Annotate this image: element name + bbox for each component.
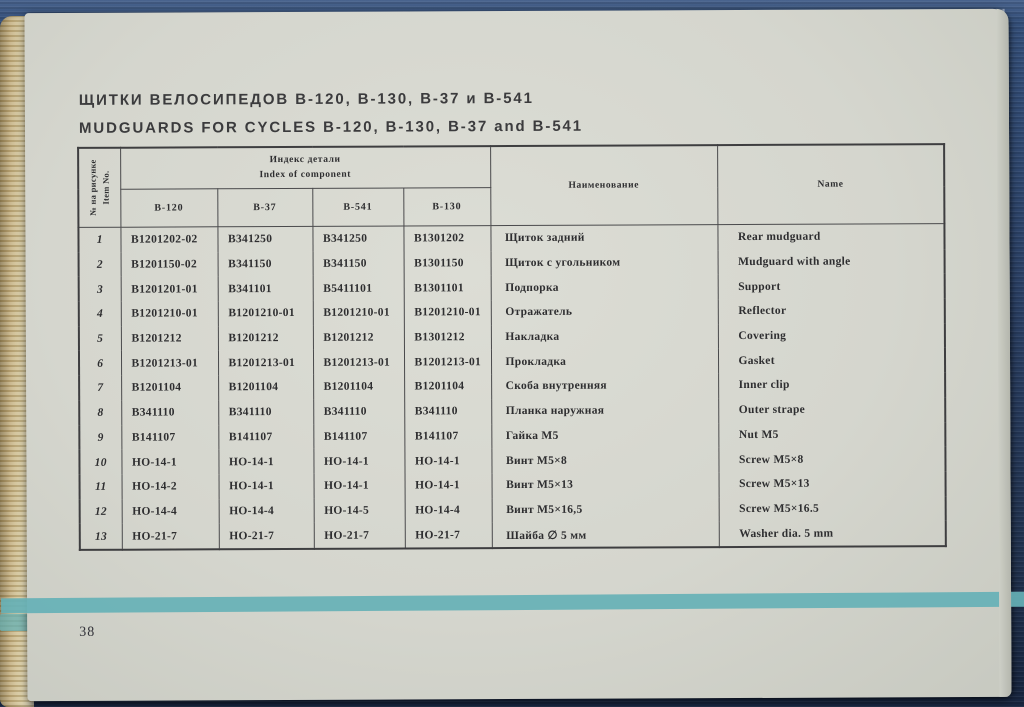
header-index-group: [120, 146, 490, 189]
name-en-cell: Washer dia. 5 mm: [719, 520, 946, 547]
item-no-cell: 13: [80, 524, 122, 550]
code-cell: НО-14-4: [405, 498, 492, 523]
code-cell: НО-14-4: [122, 499, 219, 524]
code-cell: В1301202: [403, 226, 490, 252]
code-cell: В1201104: [121, 375, 218, 400]
name-ru-cell: Винт М5×13: [492, 472, 719, 498]
code-cell: В1201210-01: [313, 301, 404, 326]
code-cell: В1201213-01: [404, 350, 491, 375]
code-cell: В1301150: [404, 251, 491, 276]
code-cell: В1201212: [313, 325, 404, 350]
name-en-cell: Reflector: [718, 298, 945, 324]
header-item-no-ru: № на рисунке: [87, 159, 98, 217]
name-en-cell: Screw M5×13: [719, 471, 946, 497]
header-name-en: Name: [717, 144, 944, 224]
header-model-b541: В-541: [312, 188, 403, 226]
code-cell: В1201104: [218, 375, 313, 400]
table-row: [80, 520, 946, 549]
name-ru-cell: Гайка М5: [491, 423, 718, 449]
code-cell: В141107: [313, 424, 404, 449]
code-cell: НО-21-7: [122, 524, 219, 550]
code-cell: В1201201-01: [121, 277, 218, 302]
name-en-cell: Gasket: [718, 348, 945, 374]
code-cell: НО-14-1: [218, 449, 313, 474]
item-no-cell: 9: [79, 425, 121, 450]
table-row: [79, 372, 945, 400]
code-cell: НО-21-7: [405, 522, 492, 548]
name-ru-cell: Винт М5×16,5: [492, 497, 719, 523]
header-item-no-en: Item No.: [100, 170, 111, 205]
table-row: [79, 446, 945, 474]
code-cell: НО-14-1: [121, 449, 218, 474]
name-en-cell: Screw M5×8: [718, 446, 945, 472]
item-no-cell: 12: [80, 499, 122, 524]
item-no-cell: 2: [79, 252, 121, 277]
item-no-cell: 3: [79, 277, 121, 302]
code-cell: НО-21-7: [219, 523, 314, 549]
name-ru-cell: Прокладка: [491, 349, 718, 375]
code-cell: В1201210-01: [404, 300, 491, 325]
item-no-cell: 10: [79, 450, 121, 475]
table-row: [78, 224, 944, 253]
code-cell: В341250: [217, 226, 312, 252]
name-en-cell: Screw M5×16.5: [719, 496, 946, 522]
code-cell: В341250: [312, 226, 403, 252]
header-index-group-ru: Индекс детали: [269, 155, 341, 166]
name-ru-cell: Винт М5×8: [491, 447, 718, 473]
code-cell: НО-14-1: [313, 449, 404, 474]
code-cell: НО-21-7: [314, 523, 405, 549]
code-cell: НО-14-2: [122, 474, 219, 499]
code-cell: В141107: [121, 425, 218, 450]
name-ru-cell: Щиток задний: [490, 225, 717, 251]
code-cell: В1201202-02: [120, 227, 217, 253]
table-row: [79, 274, 945, 302]
page-title-russian: ЩИТКИ ВЕЛОСИПЕДОВ В-120, В-130, В-37 и В-541: [78, 89, 534, 109]
table-header: [78, 144, 944, 227]
code-cell: В141107: [218, 424, 313, 449]
name-en-cell: Covering: [718, 323, 945, 349]
table-row: [80, 496, 946, 524]
code-cell: В1301212: [404, 325, 491, 350]
code-cell: В341101: [218, 276, 313, 301]
code-cell: В1201210-01: [218, 301, 313, 326]
table-row: [80, 471, 946, 499]
name-en-cell: Inner clip: [718, 372, 945, 398]
table-body: [78, 224, 945, 550]
code-cell: В341110: [313, 399, 404, 424]
item-no-cell: 4: [79, 302, 121, 327]
item-no-cell: 7: [79, 376, 121, 401]
header-index-group-en: Index of component: [259, 169, 352, 181]
table-row: [79, 422, 945, 450]
code-cell: В1301101: [404, 275, 491, 300]
name-ru-cell: Шайба ∅ 5 мм: [492, 521, 719, 548]
name-ru-cell: Подпорка: [491, 275, 718, 301]
name-en-cell: Outer strape: [718, 397, 945, 423]
code-cell: НО-14-1: [404, 448, 491, 473]
code-cell: В1201210-01: [121, 301, 218, 326]
code-cell: В341150: [313, 251, 404, 276]
table-row: [79, 323, 945, 351]
item-no-cell: 1: [78, 227, 120, 252]
header-model-b37: В-37: [217, 188, 312, 226]
name-en-cell: Rear mudguard: [717, 224, 944, 250]
code-cell: В1201150-02: [121, 252, 218, 277]
header-item-no: [78, 148, 120, 228]
page-right-edge: [996, 9, 1011, 697]
table-row: [79, 298, 945, 326]
code-cell: В341110: [121, 400, 218, 425]
code-cell: В1201212: [218, 326, 313, 351]
table-row: [79, 397, 945, 425]
code-cell: В1201104: [313, 375, 404, 400]
catalog-page: [25, 9, 1012, 701]
header-name-ru: Наименование: [490, 145, 717, 225]
header-model-b130: В-130: [403, 188, 490, 226]
code-cell: НО-14-4: [219, 498, 314, 523]
table-row: [79, 348, 945, 376]
item-no-cell: 11: [80, 475, 122, 500]
name-ru-cell: Скоба внутренняя: [491, 373, 718, 399]
code-cell: В141107: [404, 424, 491, 449]
name-en-cell: Mudguard with angle: [718, 249, 945, 275]
code-cell: НО-14-1: [405, 473, 492, 498]
item-no-cell: 8: [79, 401, 121, 426]
item-no-cell: 6: [79, 351, 121, 376]
code-cell: В1201213-01: [313, 350, 404, 375]
code-cell: В341110: [218, 400, 313, 425]
name-ru-cell: Щиток с угольником: [491, 250, 718, 276]
page-title: [79, 85, 583, 143]
name-ru-cell: Планка наружная: [491, 398, 718, 424]
item-no-cell: 5: [79, 326, 121, 351]
code-cell: В1201213-01: [121, 351, 218, 376]
code-cell: НО-14-5: [314, 498, 405, 523]
page-title-english: MUDGUARDS FOR CYCLES В-120, В-130, В-37 and В-541: [78, 117, 584, 137]
table-row: [79, 249, 945, 277]
name-en-cell: Support: [718, 274, 945, 300]
header-model-b120: В-120: [120, 189, 217, 227]
code-cell: В1201104: [404, 374, 491, 399]
name-en-cell: Nut M5: [718, 422, 945, 448]
name-ru-cell: Отражатель: [491, 299, 718, 325]
code-cell: В1201213-01: [218, 350, 313, 375]
code-cell: В1201212: [121, 326, 218, 351]
code-cell: НО-14-1: [314, 473, 405, 498]
code-cell: В341110: [404, 399, 491, 424]
name-ru-cell: Накладка: [491, 324, 718, 350]
code-cell: В5411101: [313, 276, 404, 301]
parts-table: [77, 143, 947, 551]
accent-stripe: [1, 592, 1024, 614]
code-cell: В341150: [218, 252, 313, 277]
code-cell: НО-14-1: [219, 474, 314, 499]
page-number: 38: [79, 624, 96, 640]
